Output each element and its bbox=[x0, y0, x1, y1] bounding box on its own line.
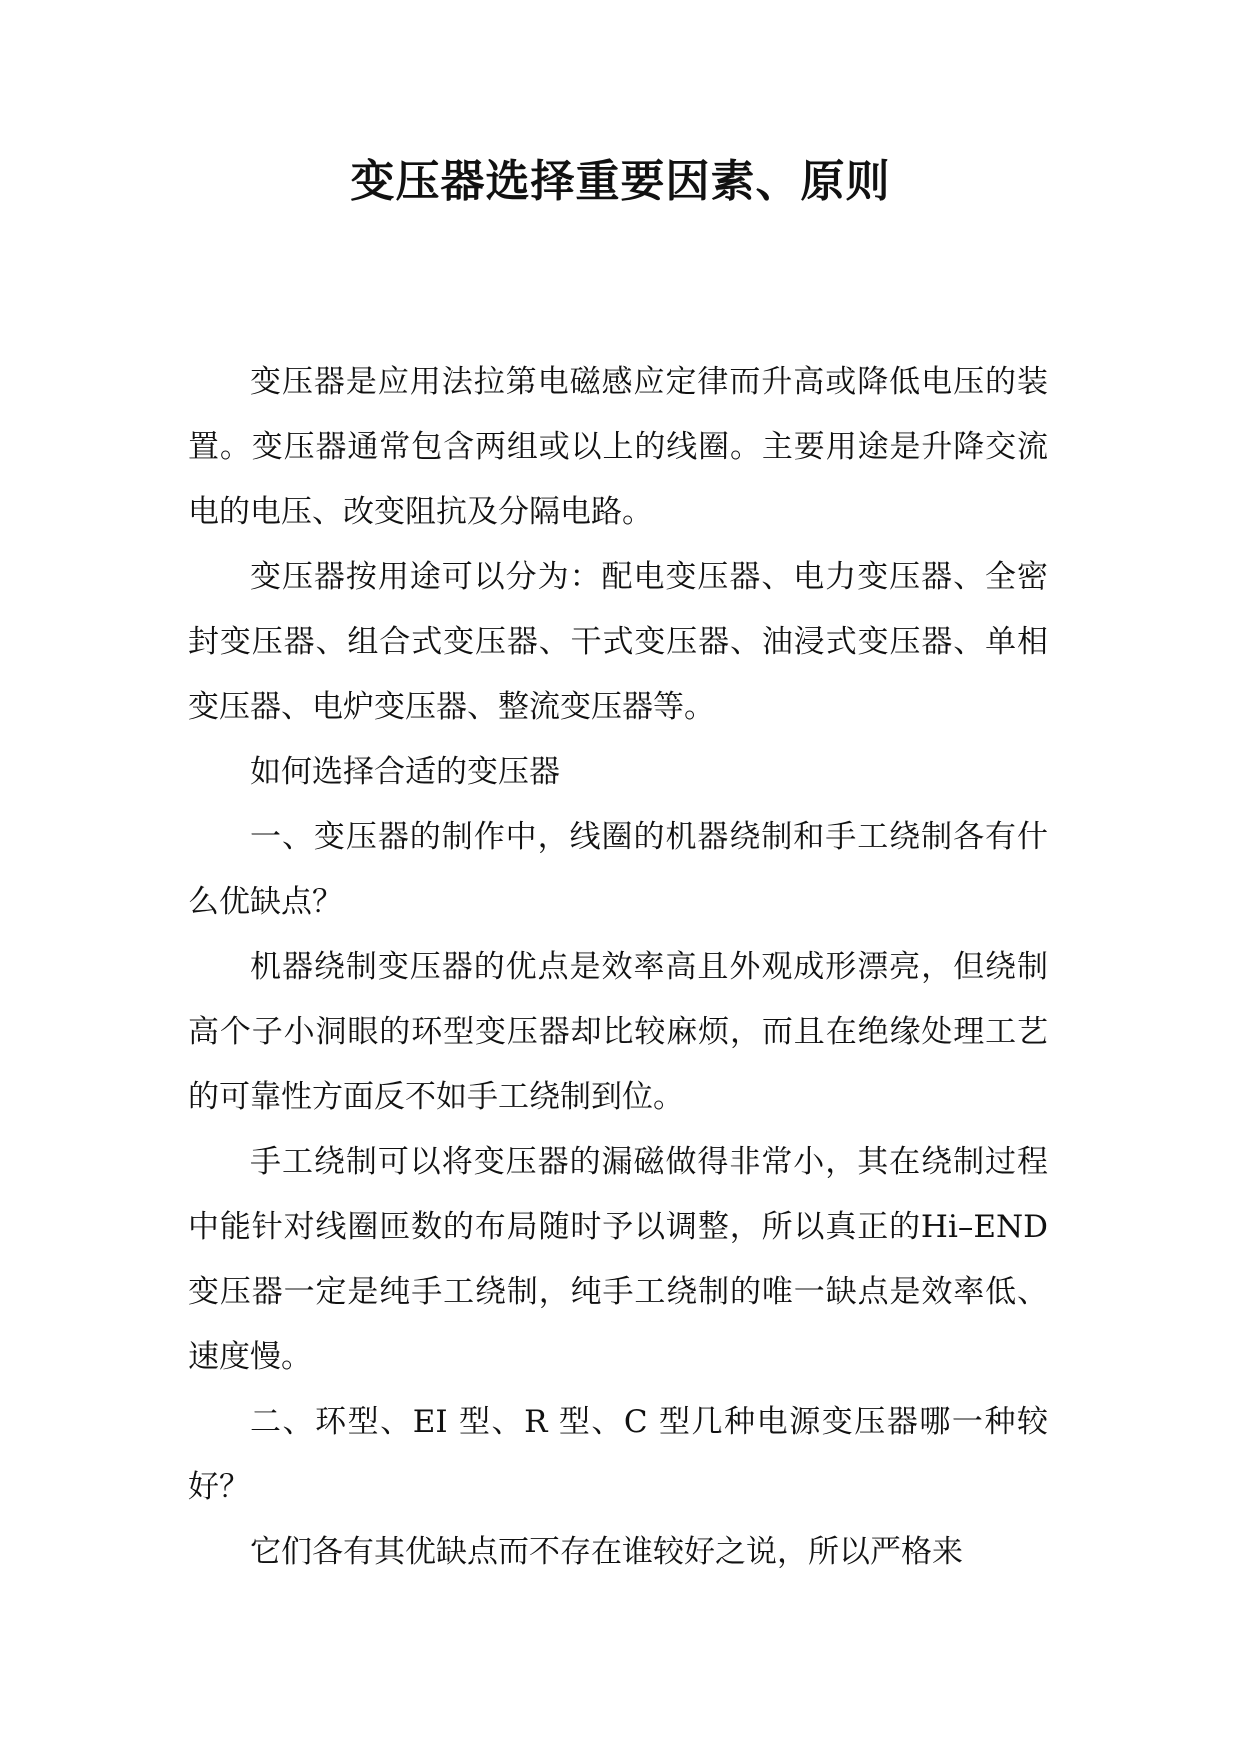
document-body bbox=[188, 350, 1048, 1585]
paragraph-machine-winding: 机器绕制变压器的优点是效率高且外观成形漂亮，但绕制高个子小洞眼的环型变压器却比较麻烦，而且在绝缘处理工艺的可靠性方面反不如手工绕制到位。 bbox=[188, 949, 1048, 1115]
paragraph-how-to-choose: 如何选择合适的变压器 bbox=[250, 754, 560, 790]
paragraph-question-2: 二、环型、EI 型、R 型、C 型几种电源变压器哪一种较好？ bbox=[188, 1404, 1048, 1505]
paragraph-question-1: 一、变压器的制作中，线圈的机器绕制和手工绕制各有什么优缺点？ bbox=[188, 819, 1048, 920]
paragraph-intro: 变压器是应用法拉第电磁感应定律而升高或降低电压的装置。变压器通常包含两组或以上的线圈。主要用途是升降交流电的电压、改变阻抗及分隔电路。 bbox=[188, 364, 1048, 530]
paragraph-answer-2: 它们各有其优缺点而不存在谁较好之说，所以严格来 bbox=[250, 1534, 963, 1570]
document-title: 变压器选择重要因素、原则 bbox=[350, 156, 891, 207]
paragraph-hand-winding: 手工绕制可以将变压器的漏磁做得非常小，其在绕制过程中能针对线圈匝数的布局随时予以调整，所以真正的Hi–END 变压器一定是纯手工绕制，纯手工绕制的唯一缺点是效率低、速度慢。 bbox=[188, 1144, 1048, 1375]
paragraph-categories: 变压器按用途可以分为：配电变压器、电力变压器、全密封变压器、组合式变压器、干式变压器、油浸式变压器、单相变压器、电炉变压器、整流变压器等。 bbox=[188, 559, 1048, 725]
